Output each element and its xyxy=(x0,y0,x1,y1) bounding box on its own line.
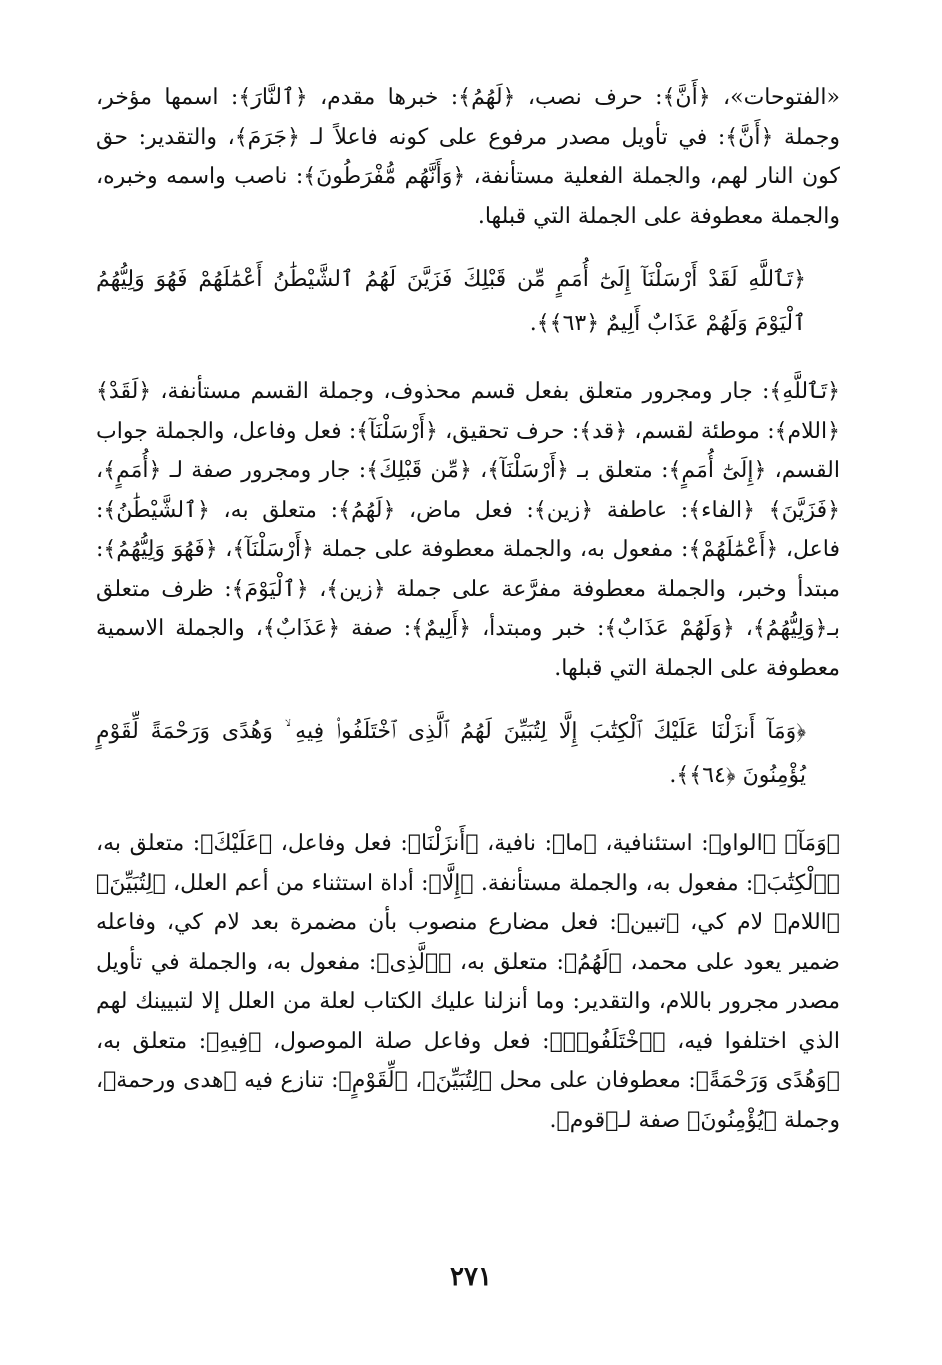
commentary-paragraph-2: ﴿تَٱللَّهِ﴾: جار ومجرور متعلق بفعل قسم محذوف، وجملة القسم مستأنفة، ﴿لَقَدْ﴾ ﴿اللام﴾: موطئة لقسم، ﴿قد﴾: حرف تحقيق، ﴿أَرْسَلْنَآ﴾: فعل وفاعل، والجملة جواب القسم، ﴿إِلَىٰٓ أُمَمٍ﴾: متعلق بـ ﴿أَرْسَلْنَآ﴾، ﴿مِّن قَبْلِكَ﴾: جار ومجرور صفة لـ ﴿أُمَمٍ﴾، ﴿فَزَيَّنَ﴾ ﴿الفاء﴾: عاطفة ﴿زين﴾: فعل ماض، ﴿لَهُمُ﴾: متعلق به، ﴿ٱلشَّيْطَٰنُ﴾: فاعل، ﴿أَعْمَٰلَهُمْ﴾: مفعول به، والجملة معطوفة على جملة ﴿أَرْسَلْنَآ﴾، ﴿فَهُوَ وَلِيُّهُمُ﴾: مبتدأ وخبر، والجملة معطوفة مفرَّعة على جملة ﴿زين﴾، ﴿ٱلْيَوْمَ﴾: ظرف متعلق بـ﴿وَلِيُّهُمُ﴾، ﴿وَلَهُمْ عَذَابٌ﴾: خبر ومبتدأ، ﴿أَلِيمٌ﴾: صفة ﴿عَذَابٌ﴾، والجملة الاسمية معطوفة على الجملة التي قبلها. xyxy=(96,379,840,681)
commentary-paragraph-3: ﴿وَمَآ﴾ ﴿الواو﴾: استئنافية، ﴿ما﴾: نافية، ﴿أَنزَلْنَا﴾: فعل وفاعل، ﴿عَلَيْكَ﴾: متعلق به، ﴿ٱلْكِتَٰبَ﴾: مفعول به، والجملة مستأنفة. ﴿إِلَّا﴾: أداة استثناء من أعم العلل، ﴿لِتُبَيِّنَ﴾ ﴿اللام﴾ لام كي، ﴿تبين﴾: فعل مضارع منصوب بأن مضمرة بعد لام كي، وفاعله ضمير يعود على محمد، ﴿لَهُمُ﴾: متعلق به، ﴿ٱلَّذِى﴾: مفعول به، والجملة في تأويل مصدر مجرور باللام، والتقدير: وما أنزلنا عليك الكتاب لعلة من العلل إلا لتبيينك لهم الذي اختلفوا فيه، ﴿ٱخْتَلَفُوا۟﴾: فعل وفاعل صلة الموصول، ﴿فِيهِ﴾: متعلق به، ﴿وَهُدًى وَرَحْمَةً﴾: معطوفان على محل ﴿لِتُبَيِّنَ﴾، ﴿لِّقَوْمٍ﴾: تنازع فيه ﴿هدى ورحمة﴾، وجملة ﴿يُؤْمِنُونَ﴾ صفة لـ﴿قوم﴾. xyxy=(96,831,840,1133)
quran-verse-63: ﴿تَٱللَّهِ لَقَدْ أَرْسَلْنَآ إِلَىٰٓ أُمَمٍ مِّن قَبْلِكَ فَزَيَّنَ لَهُمُ ٱلشَّيْطَٰنُ أَعْمَٰلَهُمْ فَهُوَ وَلِيُّهُمُ ٱلْيَوْمَ وَلَهُمْ عَذَابٌ أَلِيمٌ ﴿٦٣﴾﴾. xyxy=(96,267,806,336)
quran-verse-64: ﴿وَمَآ أَنزَلْنَا عَلَيْكَ ٱلْكِتَٰبَ إِلَّا لِتُبَيِّنَ لَهُمُ ٱلَّذِى ٱخْتَلَفُوا۟ فِيهِ ۙ وَهُدًى وَرَحْمَةً لِّقَوْمٍ يُؤْمِنُونَ ﴿٦٤﴾﴾. xyxy=(96,719,806,788)
commentary-paragraph-1: «الفتوحات»، ﴿أَنَّ﴾: حرف نصب، ﴿لَهُمُ﴾: خبرها مقدم، ﴿ٱلنَّارَ﴾: اسمها مؤخر، وجملة ﴿أَنَّ﴾: في تأويل مصدر مرفوع على كونه فاعلاً لـ ﴿جَرَمَ﴾، والتقدير: حق كون النار لهم، والجملة الفعلية مستأنفة، ﴿وَأَنَّهُم مُّفْرَطُونَ﴾: ناصب واسمه وخبره، والجملة معطوفة على الجملة التي قبلها. xyxy=(96,85,840,229)
page-number: ٢٧١ xyxy=(450,1262,492,1292)
